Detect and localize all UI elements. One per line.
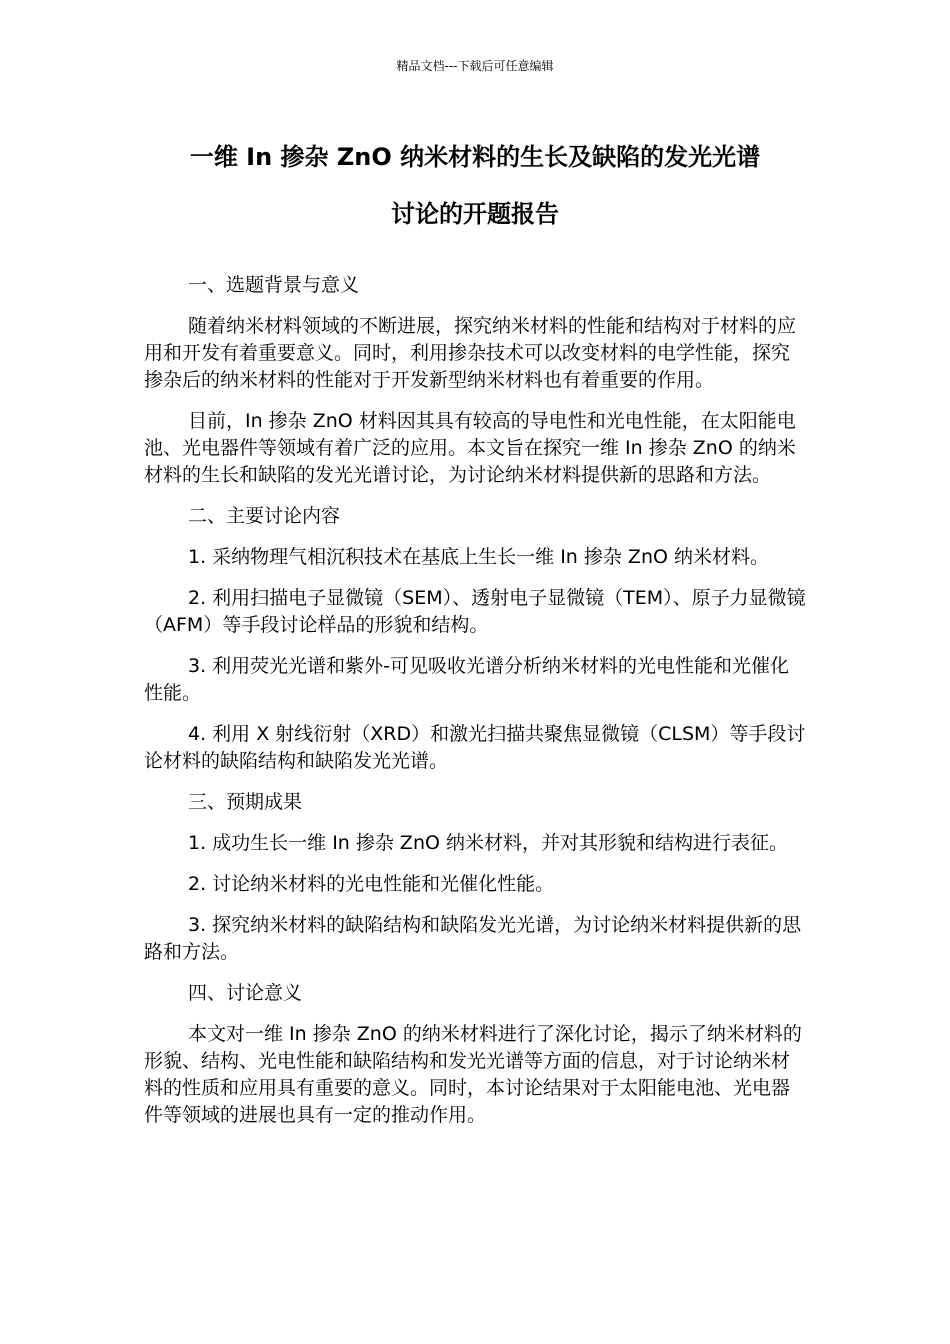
section-heading-significance: 四、讨论意义	[188, 982, 303, 1004]
list-item: 3. 利用荧光光谱和紫外-可见吸收光谱分析纳米材料的光电性能和光催化性能。	[144, 655, 790, 704]
list-item: 2. 讨论纳米材料的光电性能和光催化性能。	[188, 873, 555, 895]
page-header: 精品文档---下载后可任意编辑	[396, 59, 554, 73]
list-item: 1. 采纳物理气相沉积技术在基底上生长一维 In 掺杂 ZnO 纳米材料。	[188, 546, 769, 568]
paragraph: 目前，In 掺杂 ZnO 材料因其具有较高的导电性和光电性能，在太阳能电池、光电器件等领域有着广泛的应用。本文旨在探究一维 In 掺杂 ZnO 的纳米材料的生长和缺陷的发光光谱讨论，为讨论纳米材料提供新的思路和方法。	[144, 410, 796, 486]
list-item: 2. 利用扫描电子显微镜（SEM）、透射电子显微镜（TEM）、原子力显微镜（AFM）等手段讨论样品的形貌和结构。	[144, 587, 806, 636]
paragraph: 随着纳米材料领域的不断进展，探究纳米材料的性能和结构对于材料的应用和开发有着重要意义。同时，利用掺杂技术可以改变材料的电学性能，探究掺杂后的纳米材料的性能对于开发新型纳米材料也有着重要的作用。	[144, 315, 797, 391]
section-heading-expected-results: 三、预期成果	[188, 791, 303, 813]
section-heading-background: 一、选题背景与意义	[188, 274, 360, 296]
section-heading-main-content: 二、主要讨论内容	[188, 505, 341, 527]
list-item: 4. 利用 X 射线衍射（XRD）和激光扫描共聚焦显微镜（CLSM）等手段讨论材料的缺陷结构和缺陷发光光谱。	[144, 723, 806, 772]
document-title-line-2: 讨论的开题报告	[391, 200, 559, 228]
paragraph: 本文对一维 In 掺杂 ZnO 的纳米材料进行了深化讨论，揭示了纳米材料的形貌、结构、光电性能和缺陷结构和发光光谱等方面的信息，对于讨论纳米材料的性质和应用具有重要的意义。同时，本讨论结果对于太阳能电池、光电器件等领域的进展也具有一定的推动作用。	[144, 1023, 802, 1126]
list-item: 1. 成功生长一维 In 掺杂 ZnO 纳米材料，并对其形貌和结构进行表征。	[188, 832, 788, 854]
document-body	[144, 272, 806, 1143]
list-item: 3. 探究纳米材料的缺陷结构和缺陷发光光谱，为讨论纳米材料提供新的思路和方法。	[144, 914, 802, 963]
document-title-line-1: 一维 In 掺杂 ZnO 纳米材料的生长及缺陷的发光光谱	[189, 143, 761, 171]
